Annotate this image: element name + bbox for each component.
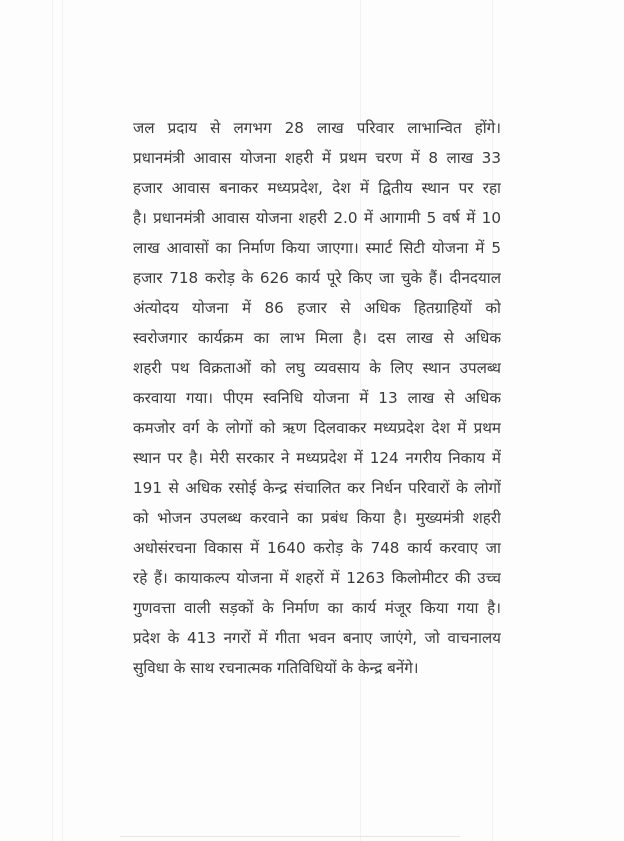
text-line: शहरी पथ विक्रताओं को लघु व्यवसाय के लिए स्थान उपलब्ध <box>133 359 501 377</box>
text-line: गुणवत्ता वाली सड़कों के निर्माण का कार्य मंजूर किया गया है। <box>133 599 501 617</box>
text-line: हजार 718 करोड़ के 626 कार्य पूरे किए जा चुके हैं। दीनदयाल <box>133 269 501 287</box>
text-line: रहे हैं। कायाकल्प योजना में शहरों में 1263 किलोमीटर की उच्च <box>133 569 501 587</box>
text-line: को भोजन उपलब्ध करवाने का प्रबंध किया है। मुख्यमंत्री शहरी <box>133 509 501 527</box>
text-line: लाख आवासों का निर्माण किया जाएगा। स्मार्ट सिटी योजना में 5 <box>133 239 501 257</box>
text-line: हजार आवास बनाकर मध्यप्रदेश, देश में द्वितीय स्थान पर रहा <box>133 179 501 197</box>
text-line: प्रदेश के 413 नगरों में गीता भवन बनाए जाएंगे, जो वाचनालय <box>133 629 501 647</box>
text-line: 191 से अधिक रसोई केन्द्र संचालित कर निर्धन परिवारों के लोगों <box>133 479 501 497</box>
text-line: सुविधा के साथ रचनात्मक गतिविधियों के केन्द्र बनेंगे। <box>133 659 419 677</box>
text-line: प्रधानमंत्री आवास योजना शहरी में प्रथम चरण में 8 लाख 33 <box>133 149 501 167</box>
text-line: कमजोर वर्ग के लोगों को ऋण दिलवाकर मध्यप्रदेश देश में प्रथम <box>133 419 501 437</box>
scan-artifact-line <box>62 0 63 841</box>
text-line: करवाया गया। पीएम स्वनिधि योजना में 13 लाख से अधिक <box>133 389 501 407</box>
text-line: स्थान पर है। मेरी सरकार ने मध्यप्रदेश में 124 नगरीय निकाय में <box>133 449 501 467</box>
text-line: अधोसंरचना विकास में 1640 करोड़ के 748 कार्य करवाए जा <box>133 539 501 557</box>
text-line: स्वरोजगार कार्यक्रम का लाभ मिला है। दस लाख से अधिक <box>133 329 501 347</box>
page-bottom-edge <box>120 836 460 837</box>
text-line: जल प्रदाय से लगभग 28 लाख परिवार लाभान्वित होंगे। <box>133 119 501 137</box>
body-paragraph <box>133 113 501 683</box>
text-line: अंत्योदय योजना में 86 हजार से अधिक हितग्राहियों को <box>133 299 501 317</box>
scan-artifact-line <box>52 0 53 841</box>
text-line: है। प्रधानमंत्री आवास योजना शहरी 2.0 में आगामी 5 वर्ष में 10 <box>133 209 501 227</box>
